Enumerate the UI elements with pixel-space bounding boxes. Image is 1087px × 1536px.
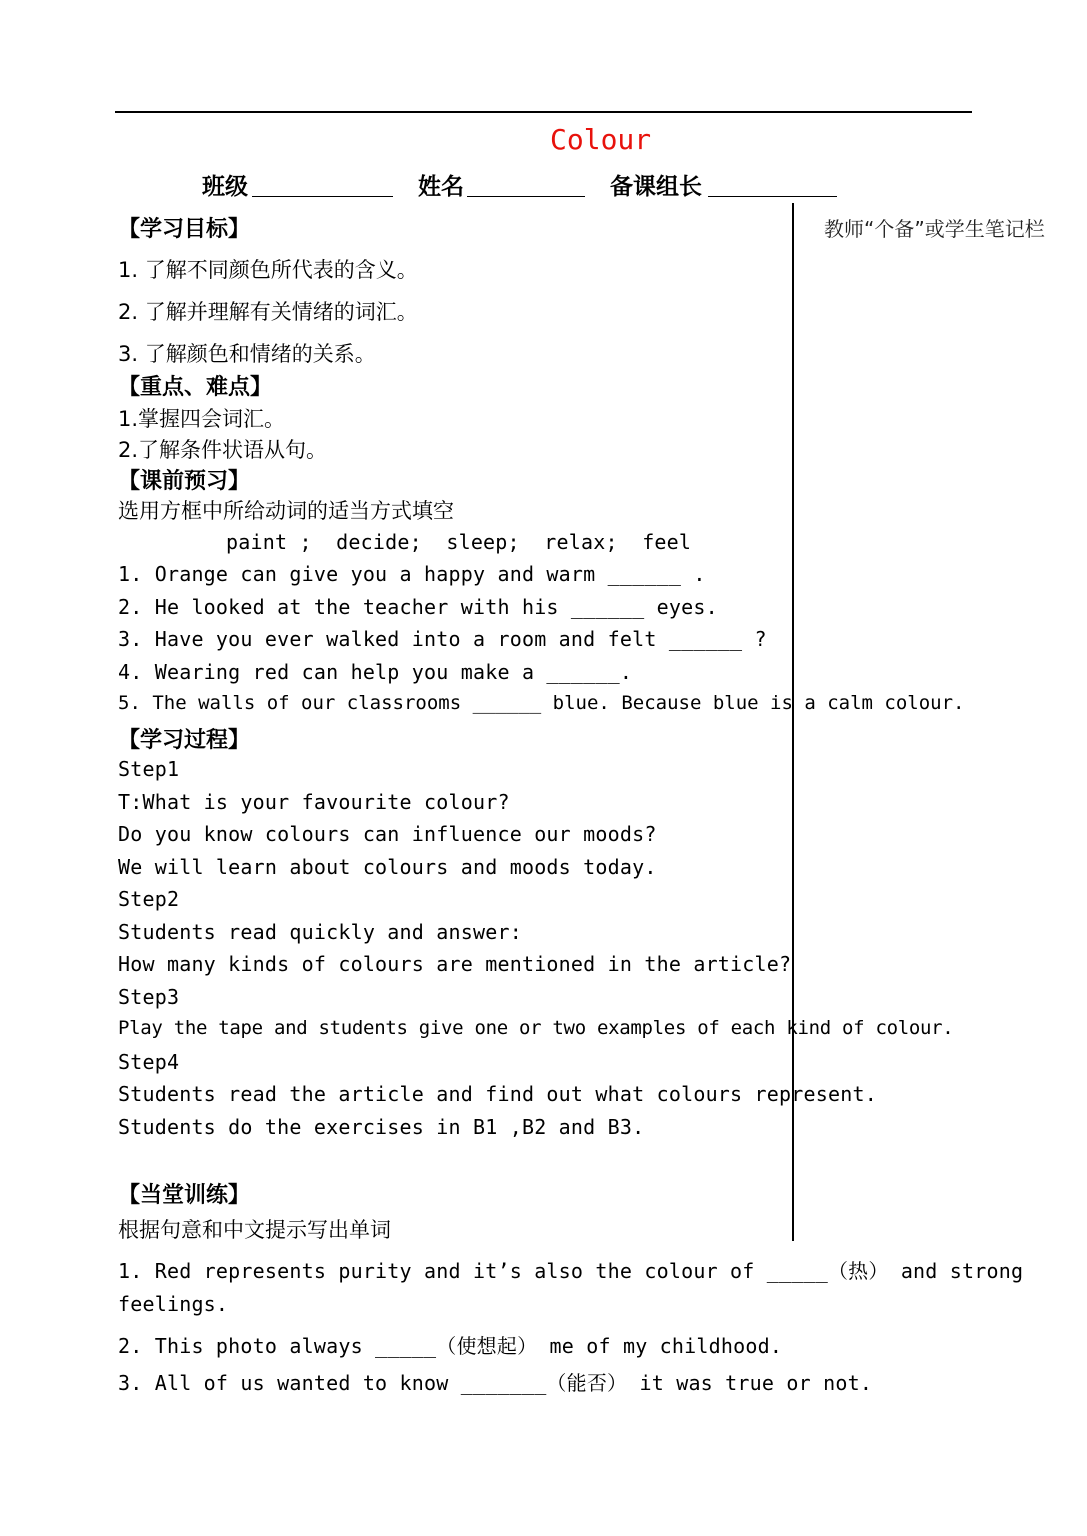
process-line: Step2	[118, 887, 180, 911]
practice-item: 1. Red represents purity and it’s also the colour of _____（热） and strong	[118, 1259, 1024, 1283]
process-line: How many kinds of colours are mentioned in the article?	[118, 952, 792, 976]
leader-label: 备课组长	[610, 174, 702, 200]
process-line: Play the tape and students give one or two examples of each kind of colour.	[118, 1017, 954, 1039]
name-label: 姓名	[418, 174, 464, 200]
process-line: Step1	[118, 757, 180, 781]
key-point-item: 2.了解条件状语从句。	[118, 438, 328, 462]
process-line: We will learn about colours and moods today.	[118, 855, 657, 879]
objective-item: 2. 了解并理解有关情绪的词汇。	[118, 300, 418, 324]
process-line: Students do the exercises in B1 ,B2 and B3.	[118, 1115, 645, 1139]
preview-item: 2. He looked at the teacher with his ______ eyes.	[118, 595, 718, 619]
preview-instruction: 选用方框中所给动词的适当方式填空	[118, 499, 454, 523]
practice-item: feelings.	[118, 1292, 229, 1316]
objectives-heading: 【学习目标】	[118, 217, 251, 242]
name-blank[interactable]	[467, 196, 585, 197]
top-rule	[115, 111, 972, 113]
side-note-label: 教师“个备”或学生笔记栏	[824, 217, 1045, 241]
preview-item: 5. The walls of our classrooms ______ blue. Because blue is a calm colour.	[118, 692, 965, 714]
process-line: Students read the article and find out what colours represent.	[118, 1082, 877, 1106]
preview-heading: 【课前预习】	[118, 469, 251, 494]
objective-item: 1. 了解不同颜色所代表的含义。	[118, 258, 418, 282]
key-points-heading: 【重点、难点】	[118, 375, 273, 400]
objective-item: 3. 了解颜色和情绪的关系。	[118, 342, 376, 366]
class-blank[interactable]	[252, 196, 393, 197]
practice-instruction: 根据句意和中文提示写出单词	[118, 1218, 391, 1242]
preview-item: 1. Orange can give you a happy and warm ______ .	[118, 562, 706, 586]
preview-item: 3. Have you ever walked into a room and felt ______ ?	[118, 627, 767, 651]
page-title: Colour	[550, 123, 652, 156]
process-line: Step4	[118, 1050, 180, 1074]
practice-item: 2. This photo always _____（使想起） me of my childhood.	[118, 1334, 783, 1358]
process-line: T:What is your favourite colour?	[118, 790, 510, 814]
practice-heading: 【当堂训练】	[118, 1183, 251, 1208]
process-heading: 【学习过程】	[118, 728, 251, 753]
process-line: Students read quickly and answer:	[118, 920, 522, 944]
process-line: Step3	[118, 985, 180, 1009]
process-line: Do you know colours can influence our moods?	[118, 822, 657, 846]
word-box: paint ; decide; sleep; relax; feel	[226, 530, 692, 554]
preview-item: 4. Wearing red can help you make a ______.	[118, 660, 633, 684]
key-point-item: 1.掌握四会词汇。	[118, 407, 286, 431]
practice-item: 3. All of us wanted to know _______（能否） it was true or not.	[118, 1371, 873, 1395]
leader-blank[interactable]	[708, 196, 837, 197]
class-label: 班级	[202, 174, 248, 200]
